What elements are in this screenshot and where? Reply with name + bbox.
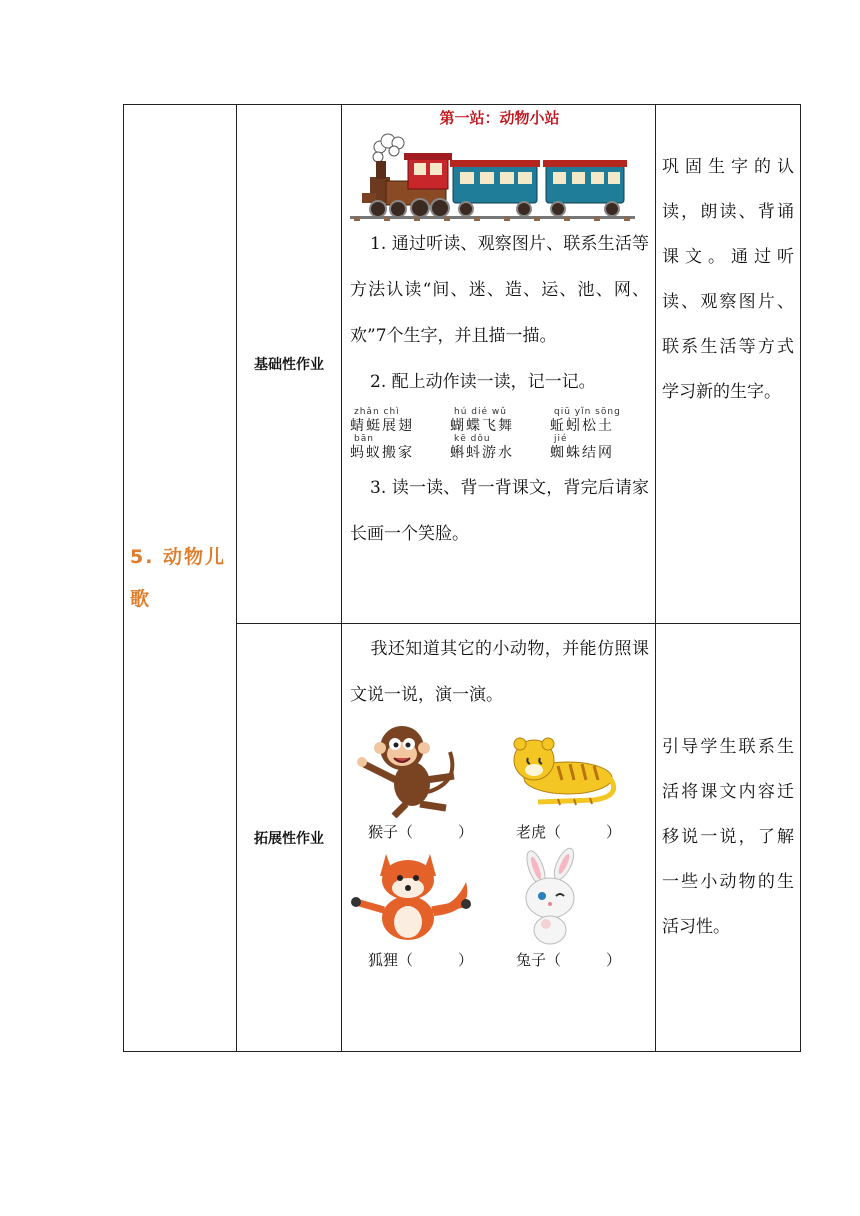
animal-grid bbox=[350, 722, 649, 974]
basic-task-1 bbox=[350, 221, 649, 359]
steam-train-illustration bbox=[350, 129, 649, 221]
table-row bbox=[124, 105, 801, 624]
pinyin: qiū yǐn sōng bbox=[554, 407, 621, 417]
extended-intro bbox=[350, 626, 649, 718]
homework-table bbox=[123, 104, 801, 1052]
pinyin: kē dǒu bbox=[454, 434, 491, 444]
hanzi: 蚯蚓松土 bbox=[550, 418, 614, 434]
extended-intro-text: 我还知道其它的小动物，并能仿照课文说一说，演一演。 bbox=[350, 639, 649, 705]
animal-caption: 猴子（ ） bbox=[368, 823, 474, 841]
basic-task-2-text: 2. 配上动作读一读，记一记。 bbox=[370, 372, 596, 392]
extended-aim: 引导学生联系生活将课文内容迁移说一说，了解一些小动物的生活习性。 bbox=[656, 624, 801, 1052]
animal-item bbox=[498, 722, 638, 846]
fox-illustration bbox=[350, 846, 498, 946]
monkey-illustration bbox=[350, 722, 498, 818]
extended-homework-content bbox=[342, 624, 656, 1052]
basic-task-2 bbox=[350, 359, 649, 405]
homework-type-extended: 拓展性作业 bbox=[237, 624, 342, 1052]
basic-task-1-text: 1. 通过听读、观察图片、联系生活等方法认读“间、迷、造、运、池、网、欢”7个生字，并且描一描。 bbox=[350, 234, 649, 346]
pinyin: hú dié wǔ bbox=[454, 407, 507, 417]
tiger-illustration bbox=[498, 722, 638, 818]
word-item bbox=[350, 407, 450, 434]
animal-caption: 老虎（ ） bbox=[516, 823, 622, 841]
lesson-title: 5. 动物儿歌 bbox=[124, 105, 237, 1052]
word-grid bbox=[350, 407, 649, 461]
word-item bbox=[450, 407, 550, 434]
hanzi: 蚂蚁搬家 bbox=[350, 445, 414, 461]
basic-task-3-text: 3. 读一读、背一背课文，背完后请家长画一个笑脸。 bbox=[350, 478, 649, 544]
word-item bbox=[450, 434, 550, 461]
homework-type-basic: 基础性作业 bbox=[237, 105, 342, 624]
word-item bbox=[550, 434, 642, 461]
animal-item bbox=[350, 846, 498, 974]
animal-caption: 狐狸（ ） bbox=[368, 951, 474, 969]
pinyin: zhǎn chì bbox=[354, 407, 400, 417]
rabbit-illustration bbox=[498, 846, 638, 946]
animal-item bbox=[498, 846, 638, 974]
basic-task-3 bbox=[350, 465, 649, 557]
animal-caption: 兔子（ ） bbox=[516, 951, 622, 969]
pinyin: jié bbox=[554, 434, 568, 444]
basic-aim: 巩固生字的认读，朗读、背诵课文。通过听读、观察图片、联系生活等方式学习新的生字。 bbox=[656, 105, 801, 624]
hanzi: 蝴蝶飞舞 bbox=[450, 418, 514, 434]
word-item bbox=[550, 407, 642, 434]
hanzi: 蜘蛛结网 bbox=[550, 445, 614, 461]
pinyin: bān bbox=[354, 434, 374, 444]
word-item bbox=[350, 434, 450, 461]
hanzi: 蜻蜓展翅 bbox=[350, 418, 414, 434]
hanzi: 蝌蚪游水 bbox=[450, 445, 514, 461]
basic-homework-content bbox=[342, 105, 656, 624]
animal-item bbox=[350, 722, 498, 846]
station-title: 第一站：动物小站 bbox=[439, 109, 560, 127]
